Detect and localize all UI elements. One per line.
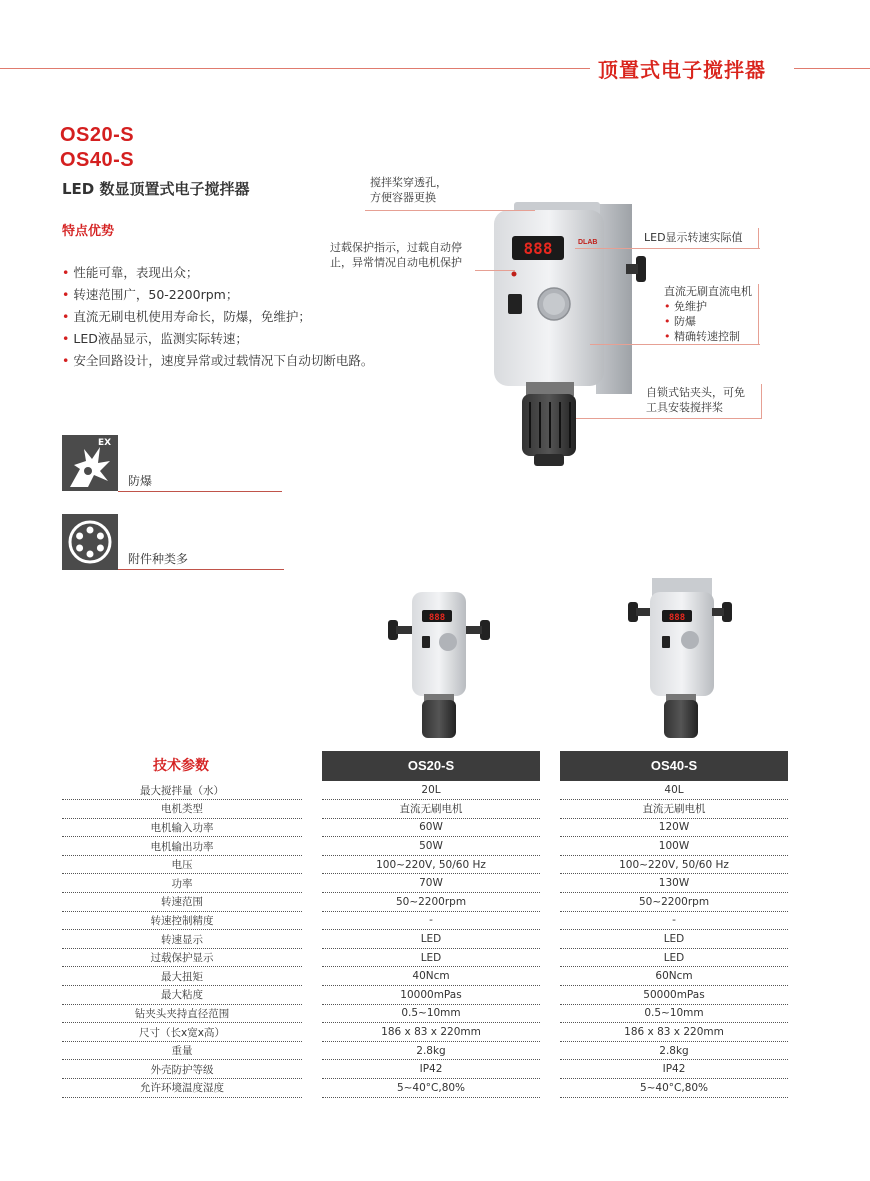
callout-overload-line2: 止，异常情况自动电机保护 bbox=[330, 256, 462, 269]
callout-motor-item: • 防爆 bbox=[664, 315, 696, 328]
table-row bbox=[62, 893, 788, 912]
brand-label: DLAB bbox=[578, 239, 598, 246]
spec-value: 50~2200rpm bbox=[560, 893, 788, 912]
display-digits: 888 bbox=[523, 239, 553, 258]
column-gap bbox=[540, 1004, 560, 1023]
spec-label: 功率 bbox=[62, 874, 302, 893]
table-row bbox=[62, 911, 788, 930]
column-gap bbox=[540, 967, 560, 986]
column-gap bbox=[302, 1004, 322, 1023]
spec-value: 5~40°C,80% bbox=[560, 1079, 788, 1098]
spec-label: 转速控制精度 bbox=[62, 911, 302, 930]
callout-hole-line1: 搅拌桨穿透孔， bbox=[370, 176, 447, 189]
spec-value: 60W bbox=[322, 818, 540, 837]
spec-value: 186 x 83 x 220mm bbox=[322, 1023, 540, 1042]
callout-hole bbox=[370, 175, 447, 205]
spec-label: 重量 bbox=[62, 1041, 302, 1060]
spec-value: LED bbox=[322, 948, 540, 967]
spec-value: 70W bbox=[322, 874, 540, 893]
table-row bbox=[62, 781, 788, 800]
spec-column-os40: OS40-S bbox=[560, 751, 788, 781]
column-gap bbox=[540, 1023, 560, 1042]
feature-item: • 直流无刷电机使用寿命长，防爆，免维护； bbox=[62, 306, 373, 328]
callout-chuck-line1: 自锁式钻夹头，可免 bbox=[646, 386, 745, 399]
callout-overload-leader bbox=[475, 270, 515, 271]
spec-label: 最大粘度 bbox=[62, 986, 302, 1005]
table-row bbox=[62, 1004, 788, 1023]
callout-chuck-line2: 工具安装搅拌桨 bbox=[646, 401, 723, 414]
spec-value: 50W bbox=[322, 837, 540, 856]
column-gap bbox=[302, 1060, 322, 1079]
column-gap bbox=[540, 986, 560, 1005]
accessories-icon bbox=[62, 514, 118, 570]
column-gap bbox=[302, 986, 322, 1005]
spec-label: 钻夹头夹持直径范围 bbox=[62, 1004, 302, 1023]
spec-value: 0.5~10mm bbox=[560, 1004, 788, 1023]
spec-value: 50~2200rpm bbox=[322, 893, 540, 912]
callout-chuck-leader bbox=[576, 418, 762, 419]
table-row bbox=[62, 1079, 788, 1098]
spec-value: 50000mPas bbox=[560, 986, 788, 1005]
table-row bbox=[62, 1060, 788, 1079]
header-rule-left bbox=[0, 68, 590, 69]
column-gap bbox=[540, 837, 560, 856]
product-subtitle: LED 数显顶置式电子搅拌器 bbox=[62, 180, 250, 198]
explosion-icon bbox=[62, 435, 118, 491]
feature-item: • 安全回路设计，速度异常或过载情况下自动切断电路。 bbox=[62, 350, 373, 372]
callout-led-leader-v bbox=[758, 228, 759, 248]
callout-overload-line1: 过载保护指示，过载自动停 bbox=[330, 241, 462, 254]
spec-label: 电机类型 bbox=[62, 800, 302, 819]
stirrer-main-illustration bbox=[486, 196, 666, 476]
spec-value: - bbox=[560, 911, 788, 930]
column-gap bbox=[302, 1041, 322, 1060]
column-gap bbox=[540, 781, 560, 800]
spec-value: 186 x 83 x 220mm bbox=[560, 1023, 788, 1042]
spec-label: 外壳防护等级 bbox=[62, 1060, 302, 1079]
callout-chuck-leader-v bbox=[761, 384, 762, 418]
table-row bbox=[62, 874, 788, 893]
column-gap bbox=[302, 1079, 322, 1098]
feature-item: • 转速范围广，50-2200rpm； bbox=[62, 284, 373, 306]
ex-badge: EX bbox=[98, 438, 112, 448]
spec-value: 直流无刷电机 bbox=[322, 800, 540, 819]
column-gap bbox=[302, 837, 322, 856]
spec-value: 60Ncm bbox=[560, 967, 788, 986]
feature-item: • 性能可靠，表现出众； bbox=[62, 262, 373, 284]
spec-label: 转速显示 bbox=[62, 930, 302, 949]
column-gap bbox=[540, 855, 560, 874]
explosion-rule bbox=[118, 491, 282, 492]
spec-value: LED bbox=[322, 930, 540, 949]
spec-value: 20L bbox=[322, 781, 540, 800]
spec-value: 0.5~10mm bbox=[322, 1004, 540, 1023]
svg-text:888: 888 bbox=[428, 613, 446, 623]
callout-hole-leader bbox=[365, 210, 535, 211]
table-row bbox=[62, 986, 788, 1005]
callout-motor-item: • 免维护 bbox=[664, 300, 707, 313]
stirrer-os20-illustration bbox=[386, 586, 496, 742]
model-title-1: OS20-S bbox=[60, 124, 135, 146]
callout-motor-leader bbox=[590, 344, 760, 345]
column-gap bbox=[540, 930, 560, 949]
accessories-label: 附件种类多 bbox=[128, 552, 189, 566]
column-gap bbox=[302, 948, 322, 967]
column-gap bbox=[540, 1060, 560, 1079]
column-gap bbox=[540, 948, 560, 967]
spec-label: 尺寸（长x宽x高） bbox=[62, 1023, 302, 1042]
spec-value: 2.8kg bbox=[560, 1041, 788, 1060]
spec-label: 电机输出功率 bbox=[62, 837, 302, 856]
column-gap bbox=[540, 800, 560, 819]
features-title: 特点优势 bbox=[62, 224, 115, 239]
column-gap bbox=[540, 818, 560, 837]
spec-value: 100W bbox=[560, 837, 788, 856]
page-title: 顶置式电子搅拌器 bbox=[598, 58, 766, 82]
spec-value: LED bbox=[560, 930, 788, 949]
column-gap bbox=[302, 967, 322, 986]
callout-motor-title: 直流无刷直流电机 bbox=[664, 285, 752, 298]
spec-value: - bbox=[322, 911, 540, 930]
table-row bbox=[62, 855, 788, 874]
callout-led: LED显示转速实际值 bbox=[644, 231, 743, 244]
column-gap bbox=[302, 781, 322, 800]
callout-hole-line2: 方便容器更换 bbox=[370, 191, 436, 204]
column-gap bbox=[540, 893, 560, 912]
spec-value: 100~220V, 50/60 Hz bbox=[560, 855, 788, 874]
spec-value: 130W bbox=[560, 874, 788, 893]
spec-label: 转速范围 bbox=[62, 893, 302, 912]
model-title-2: OS40-S bbox=[60, 149, 135, 171]
spec-label: 电机输入功率 bbox=[62, 818, 302, 837]
spec-value: 5~40°C,80% bbox=[322, 1079, 540, 1098]
table-row bbox=[62, 800, 788, 819]
spec-label: 过载保护显示 bbox=[62, 948, 302, 967]
spec-value: LED bbox=[560, 948, 788, 967]
callout-overload bbox=[330, 240, 462, 270]
column-gap bbox=[302, 911, 322, 930]
spec-value: 2.8kg bbox=[322, 1041, 540, 1060]
column-gap bbox=[302, 874, 322, 893]
header-rule-right bbox=[794, 68, 870, 69]
column-gap bbox=[540, 1079, 560, 1098]
column-gap bbox=[302, 1023, 322, 1042]
spec-column-os20: OS20-S bbox=[322, 751, 540, 781]
spec-value: 10000mPas bbox=[322, 986, 540, 1005]
accessories-rule bbox=[118, 569, 284, 570]
spec-label: 最大扭矩 bbox=[62, 967, 302, 986]
table-row bbox=[62, 1041, 788, 1060]
feature-item: • LED液晶显示，监测实际转速； bbox=[62, 328, 373, 350]
features-list bbox=[62, 262, 373, 372]
callout-motor bbox=[664, 284, 752, 344]
table-row bbox=[62, 818, 788, 837]
svg-text:888: 888 bbox=[668, 613, 686, 623]
column-gap bbox=[302, 893, 322, 912]
table-row bbox=[62, 837, 788, 856]
column-gap bbox=[540, 911, 560, 930]
callout-chuck bbox=[646, 385, 745, 415]
spec-table bbox=[62, 781, 788, 1098]
spec-value: 100~220V, 50/60 Hz bbox=[322, 855, 540, 874]
table-row bbox=[62, 930, 788, 949]
table-row bbox=[62, 1023, 788, 1042]
callout-motor-item: • 精确转速控制 bbox=[664, 330, 740, 343]
spec-label: 电压 bbox=[62, 855, 302, 874]
column-gap bbox=[302, 818, 322, 837]
spec-value: 40Ncm bbox=[322, 967, 540, 986]
table-row bbox=[62, 948, 788, 967]
spec-value: 120W bbox=[560, 818, 788, 837]
spec-value: IP42 bbox=[560, 1060, 788, 1079]
column-gap bbox=[540, 1041, 560, 1060]
explosion-label: 防爆 bbox=[128, 474, 153, 488]
spec-value: 40L bbox=[560, 781, 788, 800]
callout-led-leader bbox=[575, 248, 760, 249]
column-gap bbox=[302, 800, 322, 819]
table-row bbox=[62, 967, 788, 986]
column-gap bbox=[302, 930, 322, 949]
spec-value: IP42 bbox=[322, 1060, 540, 1079]
spec-label: 最大搅拌量（水） bbox=[62, 781, 302, 800]
column-gap bbox=[302, 855, 322, 874]
stirrer-os40-illustration bbox=[626, 576, 736, 742]
specs-title: 技术参数 bbox=[153, 758, 209, 774]
callout-motor-leader-v bbox=[758, 284, 759, 344]
spec-value: 直流无刷电机 bbox=[560, 800, 788, 819]
column-gap bbox=[540, 874, 560, 893]
spec-label: 允许环境温度湿度 bbox=[62, 1079, 302, 1098]
